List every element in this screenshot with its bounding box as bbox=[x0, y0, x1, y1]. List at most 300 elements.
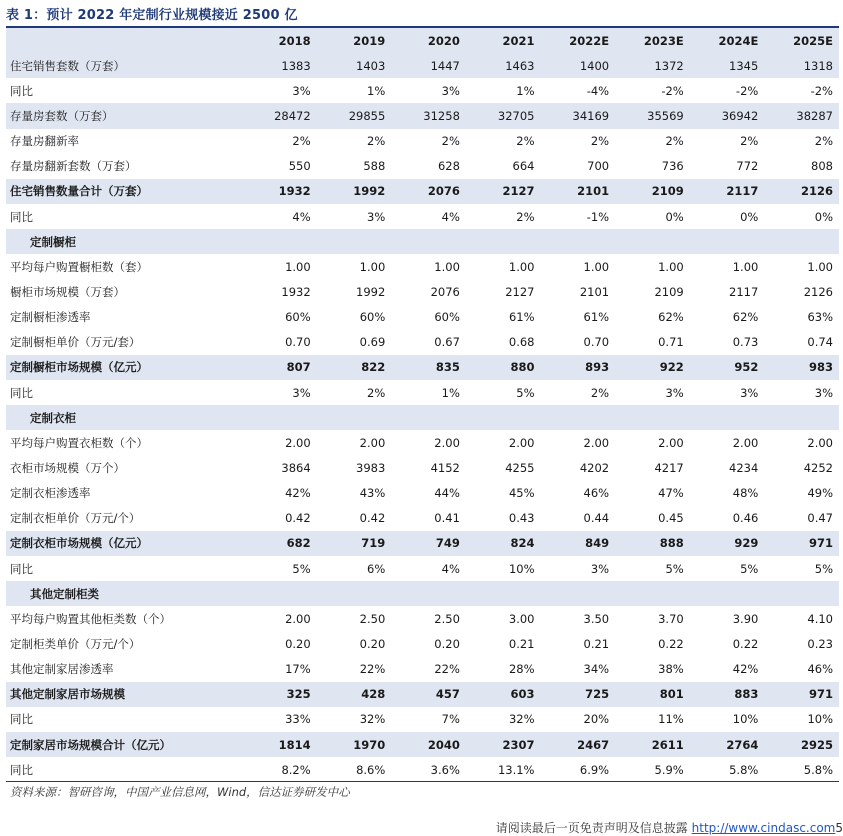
cell-value: 2307 bbox=[466, 732, 541, 757]
cell-value: 807 bbox=[242, 355, 317, 380]
cell-value: 32705 bbox=[466, 103, 541, 128]
cell-value: 1463 bbox=[466, 53, 541, 78]
cell-value bbox=[541, 405, 616, 430]
page-footer bbox=[496, 819, 843, 836]
table-row bbox=[6, 732, 839, 757]
cell-value: 4.10 bbox=[807, 611, 833, 626]
cell-value: 0.69 bbox=[359, 335, 386, 350]
table-row bbox=[6, 455, 839, 480]
cell-value bbox=[690, 581, 765, 606]
cell-value bbox=[690, 405, 765, 430]
cell-value: 5.8% bbox=[803, 762, 833, 777]
cell-value: 1992 bbox=[317, 179, 392, 204]
table-row bbox=[6, 204, 839, 229]
cell-value: 38287 bbox=[764, 103, 839, 128]
table-row bbox=[6, 279, 839, 304]
cell-value: 719 bbox=[317, 531, 392, 556]
cell-value bbox=[764, 405, 839, 430]
cell-value: 20% bbox=[583, 712, 610, 727]
cell-value: 1.00 bbox=[732, 259, 759, 274]
row-label: 同比 bbox=[10, 83, 33, 98]
cell-value: 61% bbox=[583, 310, 610, 325]
column-header: 2022E bbox=[541, 28, 616, 53]
cell-value: 46% bbox=[583, 486, 610, 501]
table-row bbox=[6, 330, 839, 355]
cell-value bbox=[242, 405, 317, 430]
cell-value: 2% bbox=[740, 134, 759, 149]
row-label: 住宅销售套数（万套） bbox=[6, 53, 242, 78]
cell-value: 8.6% bbox=[356, 762, 386, 777]
cell-value: 893 bbox=[541, 355, 616, 380]
cell-value: 0.20 bbox=[285, 636, 311, 651]
cell-value: 45% bbox=[508, 486, 535, 501]
cell-value: 61% bbox=[508, 310, 535, 325]
cell-value: 0.41 bbox=[434, 511, 460, 526]
disclaimer-text: 请阅读最后一页免责声明及信息披露 bbox=[495, 821, 688, 835]
cell-value: 1.00 bbox=[583, 259, 610, 274]
cell-value: 0.70 bbox=[285, 335, 311, 350]
cell-value: 4152 bbox=[430, 460, 460, 475]
cell-value: 8.2% bbox=[281, 762, 311, 777]
cell-value: 13.1% bbox=[497, 762, 535, 777]
cell-value bbox=[466, 405, 541, 430]
cell-value: 62% bbox=[732, 310, 759, 325]
cell-value: 47% bbox=[658, 486, 684, 501]
cell-value: 2126 bbox=[764, 179, 839, 204]
cell-value: 33% bbox=[285, 712, 311, 727]
cell-value: 824 bbox=[466, 531, 541, 556]
cell-value: 1400 bbox=[541, 53, 616, 78]
cell-value: 3.6% bbox=[430, 762, 460, 777]
cell-value: 2117 bbox=[690, 179, 765, 204]
cell-value: 1372 bbox=[615, 53, 690, 78]
cell-value bbox=[764, 229, 839, 254]
cell-value: -1% bbox=[586, 209, 610, 224]
cell-value: 2% bbox=[665, 134, 684, 149]
cell-value bbox=[615, 581, 690, 606]
cell-value: 1932 bbox=[281, 284, 311, 299]
table-row bbox=[6, 78, 839, 103]
cell-value: 2% bbox=[367, 134, 386, 149]
table-row bbox=[6, 682, 839, 707]
cell-value: 736 bbox=[661, 159, 684, 174]
cell-value: 48% bbox=[732, 486, 759, 501]
cell-value: 0.23 bbox=[807, 636, 833, 651]
cell-value: 700 bbox=[587, 159, 610, 174]
row-label: 同比 bbox=[10, 209, 33, 224]
cell-value: 3% bbox=[292, 385, 311, 400]
cell-value: 5% bbox=[814, 561, 833, 576]
cell-value: 2764 bbox=[690, 732, 765, 757]
cell-value bbox=[764, 581, 839, 606]
column-header: 2021 bbox=[466, 28, 541, 53]
table-row bbox=[6, 631, 839, 656]
cell-value: 1970 bbox=[317, 732, 392, 757]
cell-value: 4% bbox=[292, 209, 311, 224]
cell-value: 2% bbox=[441, 134, 460, 149]
cell-value: 28% bbox=[508, 662, 535, 677]
cell-value: 1.00 bbox=[508, 259, 535, 274]
cell-value: 3% bbox=[367, 209, 386, 224]
row-label: 其他定制家居市场规模 bbox=[6, 682, 242, 707]
cell-value: 1.00 bbox=[285, 259, 311, 274]
cell-value: 0.71 bbox=[658, 335, 684, 350]
column-header: 2025E bbox=[764, 28, 839, 53]
table-row bbox=[6, 531, 839, 556]
cell-value: 0% bbox=[814, 209, 833, 224]
cell-value: 3.50 bbox=[583, 611, 610, 626]
cell-value: 63% bbox=[807, 310, 833, 325]
table-row bbox=[6, 229, 839, 254]
cell-value: 0.44 bbox=[583, 511, 610, 526]
cell-value: 2109 bbox=[615, 179, 690, 204]
cell-value: 772 bbox=[736, 159, 759, 174]
cell-value: 603 bbox=[466, 682, 541, 707]
cell-value: 5% bbox=[665, 561, 684, 576]
cell-value: 2109 bbox=[654, 284, 684, 299]
column-header: 2023E bbox=[615, 28, 690, 53]
cell-value: 952 bbox=[690, 355, 765, 380]
website-link[interactable]: http://www.cindasc.com bbox=[691, 821, 836, 835]
cell-value: 2% bbox=[814, 134, 833, 149]
cell-value bbox=[391, 581, 466, 606]
cell-value: 2.00 bbox=[285, 435, 311, 450]
table-row bbox=[6, 606, 839, 631]
bottom-rule bbox=[6, 781, 839, 782]
cell-value: 35569 bbox=[615, 103, 690, 128]
table-row bbox=[6, 154, 839, 179]
cell-value: 4% bbox=[441, 561, 460, 576]
cell-value bbox=[317, 405, 392, 430]
cell-value: 10% bbox=[508, 561, 535, 576]
cell-value: 1% bbox=[441, 385, 460, 400]
row-label: 橱柜市场规模（万套） bbox=[10, 284, 125, 299]
table-row bbox=[6, 179, 839, 204]
market-size-table bbox=[6, 28, 839, 782]
cell-value bbox=[317, 229, 392, 254]
cell-value: 888 bbox=[615, 531, 690, 556]
cell-value bbox=[466, 581, 541, 606]
cell-value: 457 bbox=[391, 682, 466, 707]
cell-value: 29855 bbox=[317, 103, 392, 128]
table-row bbox=[6, 707, 839, 732]
cell-value: 5.8% bbox=[729, 762, 759, 777]
cell-value: 4% bbox=[441, 209, 460, 224]
cell-value bbox=[690, 229, 765, 254]
cell-value: 2611 bbox=[615, 732, 690, 757]
cell-value: 0.67 bbox=[434, 335, 460, 350]
table-body bbox=[6, 53, 839, 782]
header-row bbox=[6, 28, 839, 53]
cell-value: 7% bbox=[441, 712, 460, 727]
row-label: 同比 bbox=[10, 385, 33, 400]
cell-value: 2117 bbox=[729, 284, 759, 299]
row-label: 其他定制柜类 bbox=[6, 581, 242, 606]
cell-value: 28472 bbox=[242, 103, 317, 128]
cell-value: 3% bbox=[292, 83, 311, 98]
cell-value: 922 bbox=[615, 355, 690, 380]
row-label: 定制衣柜单价（万元/个） bbox=[10, 511, 141, 526]
cell-value: 2% bbox=[590, 385, 610, 400]
cell-value: 32% bbox=[508, 712, 535, 727]
cell-value: 835 bbox=[391, 355, 466, 380]
cell-value: 3.70 bbox=[658, 611, 684, 626]
cell-value: 2% bbox=[516, 209, 535, 224]
cell-value: 725 bbox=[541, 682, 616, 707]
cell-value: 682 bbox=[242, 531, 317, 556]
table-row bbox=[6, 405, 839, 430]
cell-value: 38% bbox=[658, 662, 684, 677]
cell-value: 1992 bbox=[356, 284, 386, 299]
cell-value: 22% bbox=[359, 662, 386, 677]
cell-value: 3% bbox=[590, 561, 610, 576]
cell-value: 0.73 bbox=[732, 335, 759, 350]
cell-value: 3864 bbox=[281, 460, 311, 475]
cell-value bbox=[615, 229, 690, 254]
cell-value: 44% bbox=[434, 486, 460, 501]
cell-value: 5% bbox=[740, 561, 759, 576]
cell-value bbox=[391, 405, 466, 430]
cell-value: 3% bbox=[814, 385, 833, 400]
cell-value: 880 bbox=[466, 355, 541, 380]
cell-value: 6.9% bbox=[579, 762, 610, 777]
cell-value: -4% bbox=[586, 83, 610, 98]
table-row bbox=[6, 481, 839, 506]
cell-value: 10% bbox=[732, 712, 759, 727]
cell-value: 0.47 bbox=[807, 511, 833, 526]
cell-value: 1.00 bbox=[434, 259, 460, 274]
table-row bbox=[6, 103, 839, 128]
cell-value: 4234 bbox=[729, 460, 759, 475]
row-label: 同比 bbox=[10, 561, 33, 576]
cell-value: 2925 bbox=[764, 732, 839, 757]
row-label: 存量房翻新套数（万套） bbox=[10, 159, 137, 174]
cell-value: 60% bbox=[434, 310, 460, 325]
row-label: 定制家居市场规模合计（亿元） bbox=[6, 732, 242, 757]
cell-value: 22% bbox=[434, 662, 460, 677]
cell-value: 2.50 bbox=[359, 611, 386, 626]
cell-value: 32% bbox=[359, 712, 386, 727]
cell-value: 2076 bbox=[391, 179, 466, 204]
cell-value: 5.9% bbox=[654, 762, 684, 777]
cell-value: 4252 bbox=[803, 460, 833, 475]
cell-value: 4255 bbox=[505, 460, 535, 475]
cell-value: 2.00 bbox=[658, 435, 684, 450]
cell-value: 31258 bbox=[391, 103, 466, 128]
row-label: 定制衣柜渗透率 bbox=[10, 486, 91, 501]
row-label: 同比 bbox=[10, 712, 33, 727]
row-label: 定制橱柜单价（万元/套） bbox=[10, 335, 141, 350]
cell-value bbox=[242, 581, 317, 606]
cell-value: 822 bbox=[317, 355, 392, 380]
table-row bbox=[6, 506, 839, 531]
cell-value bbox=[391, 229, 466, 254]
cell-value bbox=[466, 229, 541, 254]
row-label: 同比 bbox=[10, 762, 33, 777]
cell-value: 1318 bbox=[764, 53, 839, 78]
cell-value: 10% bbox=[807, 712, 833, 727]
cell-value: 34% bbox=[583, 662, 610, 677]
table-row bbox=[6, 380, 839, 405]
cell-value: 6% bbox=[367, 561, 386, 576]
cell-value: 0.22 bbox=[658, 636, 684, 651]
cell-value: 1345 bbox=[690, 53, 765, 78]
cell-value: 2.00 bbox=[508, 435, 535, 450]
cell-value: 0.42 bbox=[359, 511, 386, 526]
cell-value: 46% bbox=[807, 662, 833, 677]
cell-value: 0.42 bbox=[285, 511, 311, 526]
cell-value: 2.50 bbox=[434, 611, 460, 626]
cell-value: 3.90 bbox=[732, 611, 759, 626]
table-row bbox=[6, 355, 839, 380]
cell-value: 1403 bbox=[317, 53, 392, 78]
row-label: 定制橱柜市场规模（亿元） bbox=[6, 355, 242, 380]
cell-value: 2% bbox=[516, 134, 535, 149]
cell-value: 60% bbox=[359, 310, 386, 325]
cell-value: 36942 bbox=[690, 103, 765, 128]
cell-value: 2126 bbox=[803, 284, 833, 299]
row-label: 衣柜市场规模（万个） bbox=[10, 460, 125, 475]
table-row bbox=[6, 305, 839, 330]
cell-value: 0.46 bbox=[732, 511, 759, 526]
table-row bbox=[6, 581, 839, 606]
cell-value: 428 bbox=[317, 682, 392, 707]
cell-value: 2.00 bbox=[285, 611, 311, 626]
cell-value: 1814 bbox=[242, 732, 317, 757]
cell-value: 0.21 bbox=[508, 636, 535, 651]
cell-value: 588 bbox=[363, 159, 386, 174]
row-label: 住宅销售数量合计（万套） bbox=[6, 179, 242, 204]
cell-value: 2101 bbox=[579, 284, 610, 299]
column-header: 2019 bbox=[317, 28, 392, 53]
cell-value: 4202 bbox=[579, 460, 610, 475]
cell-value: 62% bbox=[658, 310, 684, 325]
cell-value: 17% bbox=[285, 662, 311, 677]
cell-value: 2.00 bbox=[732, 435, 759, 450]
cell-value: 2% bbox=[590, 134, 610, 149]
cell-value: 3% bbox=[740, 385, 759, 400]
cell-value: 2127 bbox=[466, 179, 541, 204]
cell-value: 808 bbox=[811, 159, 833, 174]
row-label: 存量房套数（万套） bbox=[6, 103, 242, 128]
cell-value bbox=[242, 229, 317, 254]
cell-value: 2127 bbox=[505, 284, 535, 299]
cell-value: 42% bbox=[285, 486, 311, 501]
cell-value: 3% bbox=[441, 83, 460, 98]
cell-value: 0% bbox=[740, 209, 759, 224]
cell-value: 0.21 bbox=[583, 636, 610, 651]
cell-value: 929 bbox=[690, 531, 765, 556]
cell-value: 849 bbox=[541, 531, 616, 556]
cell-value: 2101 bbox=[541, 179, 616, 204]
table-row bbox=[6, 657, 839, 682]
cell-value: 60% bbox=[285, 310, 311, 325]
cell-value bbox=[541, 229, 616, 254]
cell-value: 34169 bbox=[541, 103, 616, 128]
cell-value: 1383 bbox=[242, 53, 317, 78]
cell-value: 5% bbox=[516, 385, 535, 400]
page-number: 5 bbox=[835, 821, 843, 835]
cell-value: 749 bbox=[391, 531, 466, 556]
row-label: 定制橱柜 bbox=[6, 229, 242, 254]
row-label: 存量房翻新率 bbox=[10, 134, 79, 149]
cell-value: 2040 bbox=[391, 732, 466, 757]
cell-value: 1.00 bbox=[658, 259, 684, 274]
cell-value: -2% bbox=[661, 83, 684, 98]
cell-value: 43% bbox=[359, 486, 386, 501]
cell-value: 971 bbox=[764, 531, 839, 556]
source-note: 资料来源：智研咨询，中国产业信息网，Wind，信达证券研发中心 bbox=[10, 785, 350, 799]
cell-value bbox=[615, 405, 690, 430]
header-blank bbox=[6, 28, 242, 53]
cell-value: 628 bbox=[437, 159, 460, 174]
cell-value: 4217 bbox=[654, 460, 684, 475]
cell-value: 0.22 bbox=[732, 636, 759, 651]
cell-value: 325 bbox=[242, 682, 317, 707]
row-label: 平均每户购置橱柜数（套） bbox=[10, 259, 148, 274]
cell-value: 801 bbox=[615, 682, 690, 707]
cell-value: 2.00 bbox=[583, 435, 610, 450]
cell-value: 2.00 bbox=[359, 435, 386, 450]
table-caption: 表 1：预计 2022 年定制行业规模接近 2500 亿 bbox=[6, 8, 298, 23]
cell-value: 0.45 bbox=[658, 511, 684, 526]
cell-value: 0.74 bbox=[807, 335, 833, 350]
row-label: 其他定制家居渗透率 bbox=[10, 662, 114, 677]
cell-value: 1% bbox=[367, 83, 386, 98]
cell-value: 42% bbox=[732, 662, 759, 677]
table-row bbox=[6, 757, 839, 782]
cell-value: 0.20 bbox=[434, 636, 460, 651]
cell-value: 0% bbox=[665, 209, 684, 224]
cell-value: 3983 bbox=[356, 460, 386, 475]
table-row bbox=[6, 53, 839, 78]
row-label: 定制柜类单价（万元/个） bbox=[10, 636, 141, 651]
cell-value: 1.00 bbox=[807, 259, 833, 274]
cell-value: 0.43 bbox=[508, 511, 535, 526]
cell-value: 3.00 bbox=[508, 611, 535, 626]
row-label: 平均每户购置衣柜数（个） bbox=[10, 435, 148, 450]
cell-value: 983 bbox=[764, 355, 839, 380]
cell-value: 550 bbox=[288, 159, 311, 174]
cell-value: 883 bbox=[690, 682, 765, 707]
cell-value: 0.70 bbox=[583, 335, 610, 350]
cell-value: 5% bbox=[292, 561, 311, 576]
row-label: 平均每户购置其他柜类数（个） bbox=[10, 611, 171, 626]
cell-value: -2% bbox=[810, 83, 833, 98]
cell-value: 1% bbox=[516, 83, 535, 98]
cell-value: -2% bbox=[735, 83, 759, 98]
cell-value: 2.00 bbox=[807, 435, 833, 450]
cell-value: 11% bbox=[658, 712, 684, 727]
table-row bbox=[6, 254, 839, 279]
cell-value: 664 bbox=[512, 159, 535, 174]
cell-value: 2% bbox=[292, 134, 311, 149]
row-label: 定制衣柜市场规模（亿元） bbox=[6, 531, 242, 556]
table-row bbox=[6, 129, 839, 154]
cell-value: 2% bbox=[367, 385, 386, 400]
column-header: 2018 bbox=[242, 28, 317, 53]
table-row bbox=[6, 430, 839, 455]
cell-value: 0.68 bbox=[508, 335, 535, 350]
cell-value: 2.00 bbox=[434, 435, 460, 450]
cell-value: 49% bbox=[807, 486, 833, 501]
column-header: 2024E bbox=[690, 28, 765, 53]
cell-value bbox=[541, 581, 616, 606]
table-row bbox=[6, 556, 839, 581]
cell-value: 2467 bbox=[541, 732, 616, 757]
cell-value: 1.00 bbox=[359, 259, 386, 274]
cell-value: 3% bbox=[665, 385, 684, 400]
